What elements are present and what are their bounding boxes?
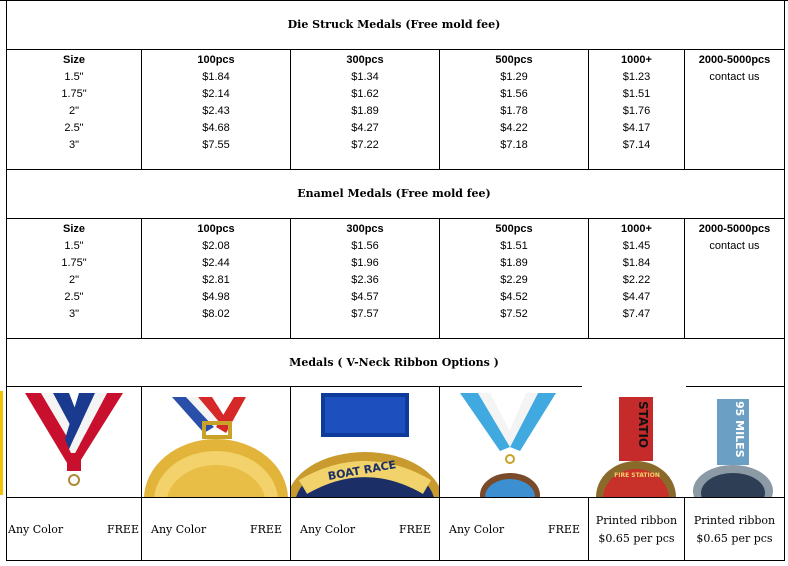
grid-line <box>6 560 784 561</box>
ribbon-price-label: FREE <box>107 523 139 536</box>
header-1000plus: 1000+ <box>621 54 652 66</box>
cell-price: $1.89 <box>351 105 379 117</box>
cell-price: $8.02 <box>202 308 230 320</box>
cell-price: $1.29 <box>500 71 528 83</box>
cell-price: $1.56 <box>500 88 528 100</box>
cell-price: $1.51 <box>622 88 651 100</box>
grid-line <box>6 169 784 170</box>
cell-price: $1.45 <box>622 240 651 252</box>
cell-size: 1.75" <box>61 257 87 269</box>
selection-accent <box>0 391 3 495</box>
grid-line <box>6 218 784 219</box>
die-struck-title: Die Struck Medals (Free mold fee) <box>287 18 501 31</box>
cell-price: $4.22 <box>500 122 528 134</box>
ribbon-color-label: Any Color <box>8 523 64 536</box>
fire-station-text: FIRE STATION <box>614 472 660 479</box>
ribbon-image-gold-medal <box>142 387 290 497</box>
header-300pcs: 300pcs <box>346 223 384 235</box>
cell-price: $7.55 <box>202 139 230 151</box>
grid-line <box>588 497 589 561</box>
grid-line <box>0 0 788 1</box>
printed-ribbon-label: Printed ribbon <box>693 514 776 527</box>
cell-size: 2.5" <box>64 291 84 303</box>
ribbon-image-rwb <box>7 387 141 497</box>
cell-price: $1.56 <box>351 240 379 252</box>
cell-price: $7.18 <box>500 139 528 151</box>
printed-ribbon-text: 95 MILES <box>733 401 746 458</box>
printed-ribbon-text: STATIO <box>636 401 650 449</box>
cell-price: $2.08 <box>202 240 230 252</box>
cell-price: $4.47 <box>622 291 651 303</box>
boat-race-text: BOAT RACE <box>326 458 398 483</box>
header-100pcs: 100pcs <box>197 223 235 235</box>
cell-contact: contact us <box>709 240 760 252</box>
cell-price: $4.57 <box>351 291 379 303</box>
cell-price: $1.76 <box>622 105 651 117</box>
cell-price: $2.36 <box>351 274 379 286</box>
cell-price: $1.84 <box>622 257 651 269</box>
cell-contact: contact us <box>709 71 760 83</box>
ribbon-image-printed-red <box>589 387 684 497</box>
cell-price: $2.22 <box>622 274 651 286</box>
cell-price: $2.14 <box>202 88 230 100</box>
grid-line <box>6 338 784 339</box>
cell-price: $1.51 <box>500 240 528 252</box>
cell-price: $1.84 <box>202 71 230 83</box>
cell-size: 2" <box>68 274 80 286</box>
cell-size: 2.5" <box>64 122 84 134</box>
ribbon-image-boat-race <box>291 387 439 497</box>
grid-line <box>6 497 784 498</box>
ribbon-price-label: FREE <box>548 523 580 536</box>
printed-ribbon-label: Printed ribbon <box>595 514 678 527</box>
cell-price: $7.52 <box>500 308 528 320</box>
header-100pcs: 100pcs <box>197 54 235 66</box>
cell-size: 3" <box>68 308 80 320</box>
cell-price: $1.96 <box>351 257 379 269</box>
cell-price: $2.44 <box>202 257 230 269</box>
cell-price: $7.47 <box>622 308 651 320</box>
grid-line <box>684 497 685 561</box>
cell-price: $4.17 <box>622 122 651 134</box>
header-1000plus: 1000+ <box>621 223 652 235</box>
cell-price: $4.68 <box>202 122 230 134</box>
header-500pcs: 500pcs <box>495 223 533 235</box>
cell-price: $4.27 <box>351 122 379 134</box>
cell-price: $7.57 <box>351 308 379 320</box>
printed-ribbon-price: $0.65 per pcs <box>598 532 675 545</box>
ribbon-color-label: Any Color <box>300 523 356 536</box>
ribbon-price-label: FREE <box>399 523 431 536</box>
header-size: Size <box>62 54 85 66</box>
cell-price: $7.22 <box>351 139 379 151</box>
cell-price: $1.62 <box>351 88 379 100</box>
cell-size: 1.5" <box>64 71 84 83</box>
cell-price: $2.43 <box>202 105 230 117</box>
header-500pcs: 500pcs <box>495 54 533 66</box>
cell-price: $2.81 <box>202 274 230 286</box>
cell-price: $7.14 <box>622 139 651 151</box>
grid-line <box>6 49 784 50</box>
cell-size: 1.5" <box>64 240 84 252</box>
ribbon-color-label: Any Color <box>151 523 207 536</box>
cell-price: $1.34 <box>351 71 379 83</box>
cell-size: 3" <box>68 139 80 151</box>
header-2000-5000pcs: 2000-5000pcs <box>698 223 771 235</box>
header-size: Size <box>62 223 85 235</box>
cell-size: 1.75" <box>61 88 87 100</box>
cell-price: $1.89 <box>500 257 528 269</box>
cell-price: $4.98 <box>202 291 230 303</box>
printed-ribbon-price: $0.65 per pcs <box>696 532 773 545</box>
ribbon-image-light-blue <box>440 387 588 497</box>
ribbon-price-label: FREE <box>250 523 282 536</box>
cell-size: 2" <box>68 105 80 117</box>
header-2000-5000pcs: 2000-5000pcs <box>698 54 771 66</box>
cell-price: $4.52 <box>500 291 528 303</box>
grid-line <box>784 0 785 561</box>
header-300pcs: 300pcs <box>346 54 384 66</box>
cell-price: $2.29 <box>500 274 528 286</box>
ribbon-image-printed-blue <box>685 387 784 497</box>
ribbon-color-label: Any Color <box>449 523 505 536</box>
ribbon-options-title: Medals ( V-Neck Ribbon Options ) <box>289 356 499 369</box>
cell-price: $1.78 <box>500 105 528 117</box>
cell-price: $1.23 <box>622 71 651 83</box>
enamel-title: Enamel Medals (Free mold fee) <box>297 187 491 200</box>
